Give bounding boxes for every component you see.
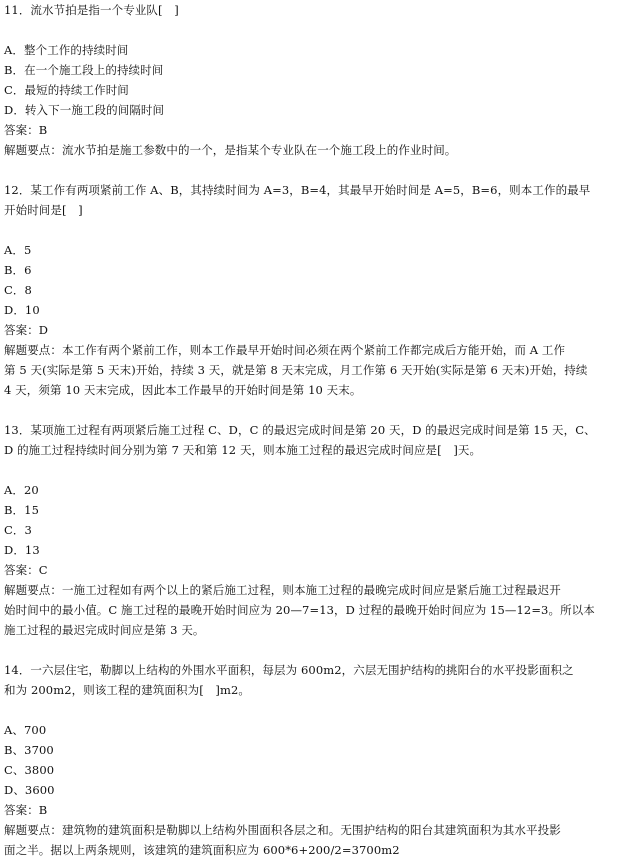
option-d: D．转入下一施工段的间隔时间	[4, 103, 165, 117]
spacer	[4, 640, 625, 660]
spacer	[4, 460, 625, 480]
question-stem: 12．某工作有两项紧前工作 A、B，其持续时间为 A=3，B=4，其最早开始时间是 A=5，B=6，则本工作的最早	[4, 183, 591, 197]
question-stem: 13．某项施工过程有两项紧后施工过程 C、D，C 的最迟完成时间是第 20 天，D 的最迟完成时间是第 15 天，C、	[4, 423, 596, 437]
explanation-line: 4 天，须第 10 天末完成，因此本工作最早的开始时间是第 10 天末。	[4, 383, 362, 397]
explanation-line: 解题要点：本工作有两个紧前工作，则本工作最早开始时间必须在两个紧前工作都完成后方能开始，而 A 工作	[4, 343, 566, 357]
option-b: B．6	[4, 263, 32, 277]
explanation-line: 解题要点：流水节拍是施工参数中的一个，是指某个专业队在一个施工段上的作业时间。	[4, 143, 457, 157]
option-d: D、3600	[4, 783, 55, 797]
option-b: B．15	[4, 503, 39, 517]
answer: 答案：B	[4, 803, 48, 817]
explanation-line: 始时间中的最小值。C 施工过程的最晚开始时间应为 20—7=13，D 过程的最晚开始时间应为 15—12=3。所以本	[4, 603, 595, 617]
spacer	[4, 700, 625, 720]
question-14	[4, 660, 625, 860]
question-13	[4, 420, 625, 660]
spacer	[4, 20, 625, 40]
option-a: A．5	[4, 243, 32, 257]
option-b: B．在一个施工段上的持续时间	[4, 63, 164, 77]
option-a: A、700	[4, 723, 47, 737]
answer: 答案：D	[4, 323, 49, 337]
question-stem: 和为 200m2，则该工程的建筑面积为[ ]m2。	[4, 683, 251, 697]
question-stem: 开始时间是[ ]	[4, 203, 83, 217]
option-c: C．8	[4, 283, 32, 297]
explanation-line: 面之半。据以上两条规则，该建筑的建筑面积应为 600*6+200/2=3700m2	[4, 843, 400, 857]
spacer	[4, 400, 625, 420]
explanation-line: 第 5 天(实际是第 5 天末)开始，持续 3 天，就是第 8 天末完成，月工作第 6 天开始(实际是第 6 天末)开始，持续	[4, 363, 588, 377]
option-a: A．20	[4, 483, 39, 497]
question-stem: 14．一六层住宅，勒脚以上结构的外围水平面积，每层为 600m2，六层无围护结构的挑阳台的水平投影面积之	[4, 663, 574, 677]
option-a: A．整个工作的持续时间	[4, 43, 129, 57]
answer: 答案：B	[4, 123, 48, 137]
option-c: C．最短的持续工作时间	[4, 83, 129, 97]
spacer	[4, 160, 625, 180]
option-d: D．13	[4, 543, 40, 557]
option-c: C、3800	[4, 763, 55, 777]
question-11	[4, 0, 625, 180]
explanation-line: 施工过程的最迟完成时间应是第 3 天。	[4, 623, 205, 637]
option-d: D．10	[4, 303, 40, 317]
option-c: C．3	[4, 523, 32, 537]
question-12	[4, 180, 625, 420]
question-stem: 11．流水节拍是指一个专业队[ ]	[4, 3, 179, 17]
answer: 答案：C	[4, 563, 48, 577]
spacer	[4, 220, 625, 240]
explanation-line: 解题要点：一施工过程如有两个以上的紧后施工过程，则本施工过程的最晚完成时间应是紧后施工过程最迟开	[4, 583, 561, 597]
question-stem: D 的施工过程持续时间分别为第 7 天和第 12 天，则本施工过程的最迟完成时间应是[ ]天。	[4, 443, 482, 457]
explanation-line: 解题要点：建筑物的建筑面积是勒脚以上结构外围面积各层之和。无围护结构的阳台其建筑面积为其水平投影	[4, 823, 561, 837]
option-b: B、3700	[4, 743, 54, 757]
